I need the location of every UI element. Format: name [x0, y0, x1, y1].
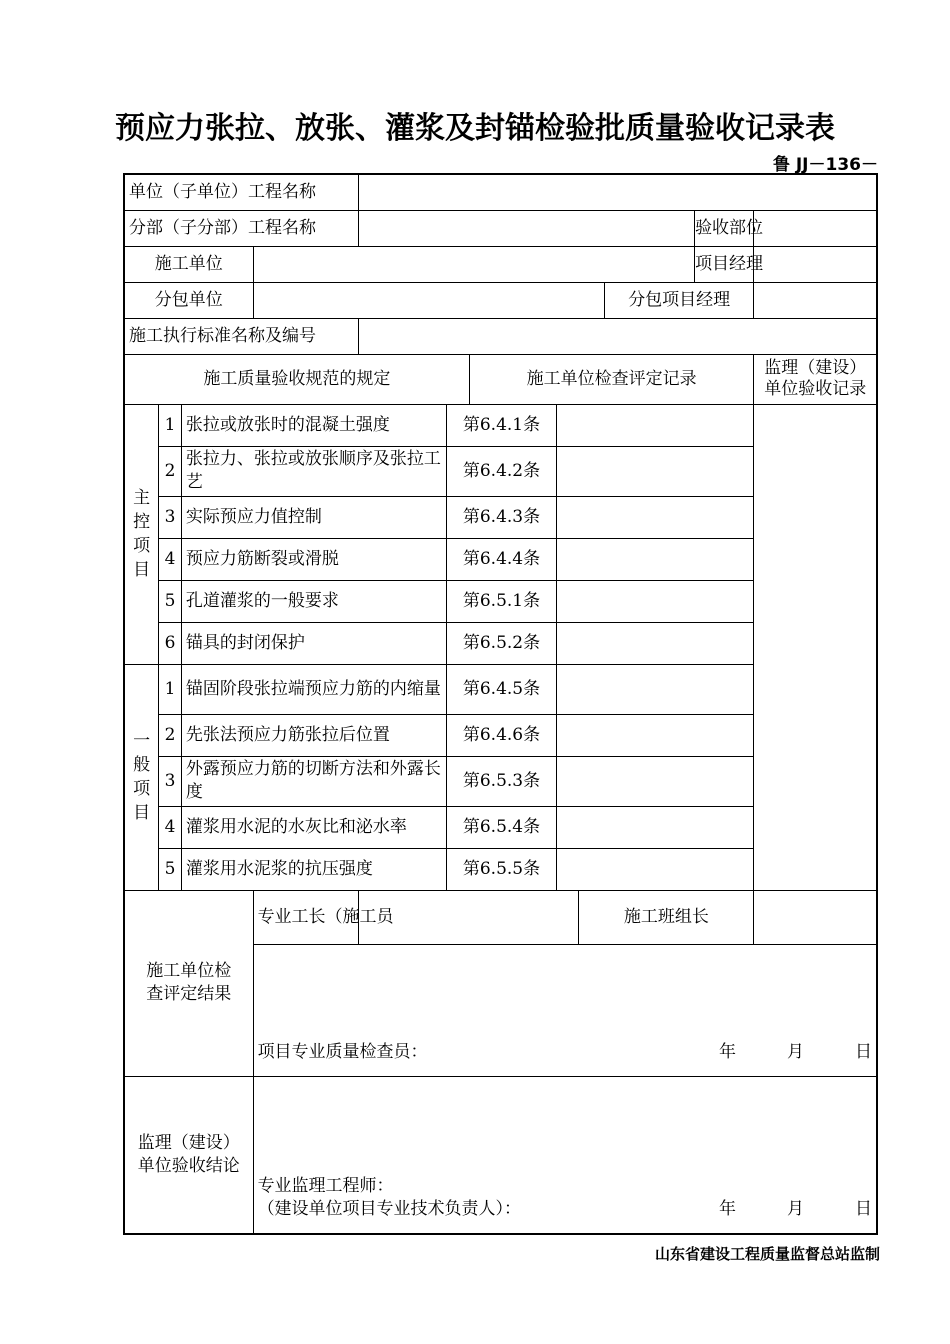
item-construction-record[interactable]: [556, 622, 754, 664]
item-number: 3: [159, 496, 182, 538]
unit-project-name-label: 单位（子单位）工程名称: [124, 174, 359, 210]
unit-project-name-value[interactable]: [359, 174, 877, 210]
item-construction-record[interactable]: [556, 848, 754, 890]
supervision-record-cell[interactable]: [754, 404, 877, 890]
item-construction-record[interactable]: [556, 538, 754, 580]
form-title: 预应力张拉、放张、灌浆及封锚检验批质量验收记录表: [115, 111, 835, 146]
item-number: 1: [159, 664, 182, 714]
form-number: 鲁 JJ－136－: [772, 155, 878, 175]
item-clause: 第6.5.1条: [447, 580, 557, 622]
acceptance-part-value[interactable]: [754, 210, 877, 246]
subcontract-manager-label: 分包项目经理: [604, 282, 754, 318]
month-label: 月: [787, 1199, 804, 1219]
item-text: 张拉或放张时的混凝土强度: [181, 404, 446, 446]
year-label: 年: [719, 1041, 736, 1062]
item-text: 先张法预应力筋张拉后位置: [181, 714, 446, 756]
construction-record-column-header: 施工单位检查评定记录: [469, 354, 754, 404]
item-construction-record[interactable]: [556, 756, 754, 806]
division-project-name-label: 分部（子分部）工程名称: [124, 210, 359, 246]
item-number: 4: [159, 538, 182, 580]
item-clause: 第6.5.5条: [447, 848, 557, 890]
signature-date: [668, 1041, 872, 1064]
construction-result-label: 施工单位检查评定结果: [124, 890, 253, 1076]
item-number: 6: [159, 622, 182, 664]
item-clause: 第6.4.1条: [447, 404, 557, 446]
spec-column-header: 施工质量验收规范的规定: [124, 354, 469, 404]
row-standard: [124, 318, 877, 354]
owner-rep-label: （建设单位项目专业技术负责人）：: [257, 1199, 522, 1219]
subcontract-unit-label: 分包单位: [124, 282, 253, 318]
team-leader-label: 施工班组长: [579, 890, 754, 944]
item-clause: 第6.4.3条: [447, 496, 557, 538]
item-construction-record[interactable]: [556, 580, 754, 622]
item-number: 2: [159, 714, 182, 756]
item-text: 实际预应力值控制: [181, 496, 446, 538]
row-unit-project: [124, 174, 877, 210]
row-subcontract-unit: [124, 282, 877, 318]
foreman-label: 专业工长（施工员: [253, 890, 359, 944]
item-construction-record[interactable]: [556, 714, 754, 756]
acceptance-record-table: [123, 173, 878, 1235]
item-clause: 第6.5.2条: [447, 622, 557, 664]
acceptance-part-label: 验收部位: [695, 210, 754, 246]
item-construction-record[interactable]: [556, 404, 754, 446]
project-manager-label: 项目经理: [695, 246, 754, 282]
row-foreman: [124, 890, 877, 944]
engineer-label: 专业监理工程师：: [257, 1176, 394, 1196]
division-project-name-value[interactable]: [359, 210, 695, 246]
main-items-label: 主 控 项 目: [124, 404, 159, 664]
inspector-label: 项目专业质量检查员：: [257, 1041, 428, 1062]
item-number: 2: [159, 446, 182, 496]
signature-date: [668, 1198, 872, 1221]
month-label: 月: [787, 1041, 804, 1062]
year-label: 年: [719, 1199, 736, 1219]
row-column-headers: [124, 354, 877, 404]
item-construction-record[interactable]: [556, 496, 754, 538]
inspector-signature-cell[interactable]: [253, 944, 877, 1076]
day-label: 日: [855, 1199, 872, 1219]
row-division-project: [124, 210, 877, 246]
item-clause: 第6.4.6条: [447, 714, 557, 756]
item-text: 张拉力、张拉或放张顺序及张拉工艺: [181, 446, 446, 496]
project-manager-value[interactable]: [754, 246, 877, 282]
item-construction-record[interactable]: [556, 664, 754, 714]
item-construction-record[interactable]: [556, 806, 754, 848]
construction-unit-label: 施工单位: [124, 246, 253, 282]
supervision-signature-cell[interactable]: [253, 1076, 877, 1234]
item-text: 预应力筋断裂或滑脱: [181, 538, 446, 580]
item-text: 外露预应力筋的切断方法和外露长度: [181, 756, 446, 806]
item-number: 5: [159, 848, 182, 890]
row-supervision-conclusion: [124, 1076, 877, 1234]
standard-name-value[interactable]: [359, 318, 877, 354]
item-number: 5: [159, 580, 182, 622]
item-text: 灌浆用水泥的水灰比和泌水率: [181, 806, 446, 848]
item-text: 灌浆用水泥浆的抗压强度: [181, 848, 446, 890]
item-number: 4: [159, 806, 182, 848]
team-leader-value[interactable]: [754, 890, 877, 944]
item-clause: 第6.4.5条: [447, 664, 557, 714]
subcontract-unit-value[interactable]: [253, 282, 604, 318]
item-clause: 第6.4.2条: [447, 446, 557, 496]
standard-name-label: 施工执行标准名称及编号: [124, 318, 359, 354]
item-clause: 第6.4.4条: [447, 538, 557, 580]
item-clause: 第6.5.3条: [447, 756, 557, 806]
construction-unit-value[interactable]: [253, 246, 695, 282]
item-number: 3: [159, 756, 182, 806]
item-number: 1: [159, 404, 182, 446]
item-construction-record[interactable]: [556, 446, 754, 496]
supervision-record-column-header: 监理（建设）单位验收记录: [754, 354, 877, 404]
main-item-row: [124, 404, 877, 446]
subcontract-manager-value[interactable]: [754, 282, 877, 318]
supervision-conclusion-label: 监理（建设）单位验收结论: [124, 1076, 253, 1234]
day-label: 日: [855, 1041, 872, 1062]
issuer-footer: 山东省建设工程质量监督总站监制: [654, 1245, 880, 1263]
row-construction-unit: [124, 246, 877, 282]
general-items-label: 一 般 项 目: [124, 664, 159, 890]
item-text: 锚固阶段张拉端预应力筋的内缩量: [181, 664, 446, 714]
item-text: 孔道灌浆的一般要求: [181, 580, 446, 622]
item-clause: 第6.5.4条: [447, 806, 557, 848]
item-text: 锚具的封闭保护: [181, 622, 446, 664]
